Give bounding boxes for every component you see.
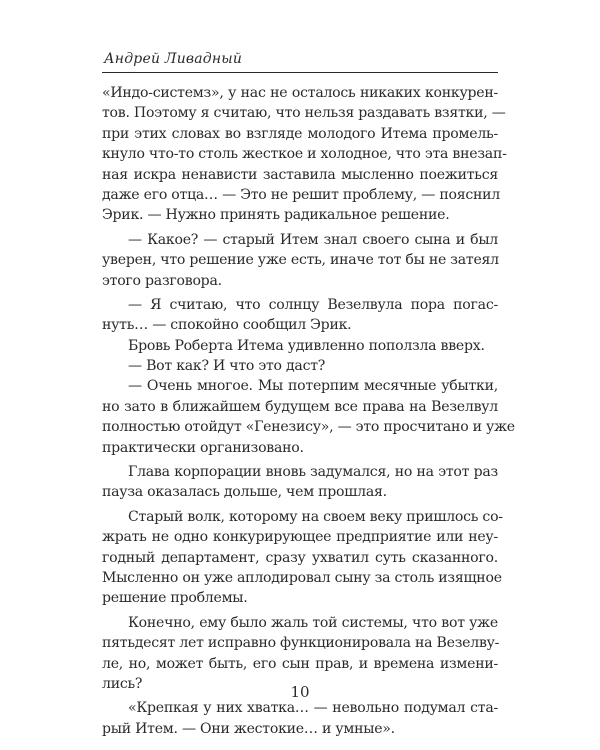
text-line: «Индо-системз», у нас не осталось никаких конкурен- — [102, 85, 498, 101]
text-line: нуть… — спокойно сообщил Эрик. — [102, 317, 352, 334]
text-line: пауза оказалась дольше, чем прошлая. — [102, 484, 387, 501]
text-line: рый Итем. — Они жестокие… и умные». — [102, 720, 395, 737]
text-line: «Крепкая у них хватка… — невольно подумал ста- — [128, 700, 498, 717]
text-line: Эрик. — Нужно принять радикальное решение. — [102, 207, 450, 224]
text-line: Бровь Роберта Итема удивленно поползла вверх. — [128, 337, 485, 354]
text-line: — Я считаю, что солнцу Везелвула пора погас- — [128, 296, 498, 313]
text-line: полностью отойдут «Генезису», — это просчитано и уже — [102, 419, 515, 436]
text-line: Глава корпорации вновь задумался, но на этот раз — [128, 464, 498, 481]
author-name: Андрей Ливадный — [104, 51, 243, 67]
text-line: практически организовано. — [102, 439, 304, 456]
text-line: ная искра ненависти заставила мысленно поежиться — [102, 166, 498, 183]
text-line: ле, но, может быть, его сын прав, и времена измени- — [102, 655, 498, 672]
text-line: — Очень многое. Мы потерпим месячные убытки, — [128, 378, 498, 395]
text-line: при этих словах во взгляде молодого Итема промель- — [102, 125, 498, 142]
text-line: — Какое? — старый Итем знал своего сына и был — [128, 231, 498, 248]
text-line: годный департамент, сразу ухватил суть сказанного. — [102, 549, 498, 566]
text-line: тов. Поэтому я считаю, что нельзя раздавать взятки, — — [102, 105, 506, 122]
body-text — [102, 83, 515, 739]
text-line: Старый волк, которому на своем веку пришлось со- — [128, 508, 503, 525]
text-line: пятьдесят лет исправно функционировала на Везелву- — [102, 635, 500, 652]
text-line: но зато в ближайшем будущем все права на Везелвул — [102, 398, 498, 415]
text-line: Мысленно он уже аплодировал сыну за столь изящное — [102, 569, 502, 586]
text-line: — Вот как? И что это даст? — [128, 358, 326, 375]
text-line: решение проблемы. — [102, 590, 248, 607]
text-line: жрать не одно конкурирующее предприятие или неу- — [102, 529, 498, 546]
text-line: Конечно, ему было жаль той системы, что вот уже — [128, 614, 498, 631]
running-header — [102, 50, 498, 73]
text-line: даже его отца… — Это не решит проблему, — пояснил — [102, 186, 500, 203]
text-line: лись? — [102, 675, 143, 692]
text-line: кнуло что-то столь жесткое и холодное, что эта внезап- — [102, 146, 507, 163]
text-line: уверен, что решение уже есть, иначе тот бы не затеял — [102, 252, 499, 269]
page-number: 10 — [290, 683, 310, 701]
text-line: этого разговора. — [102, 272, 222, 289]
